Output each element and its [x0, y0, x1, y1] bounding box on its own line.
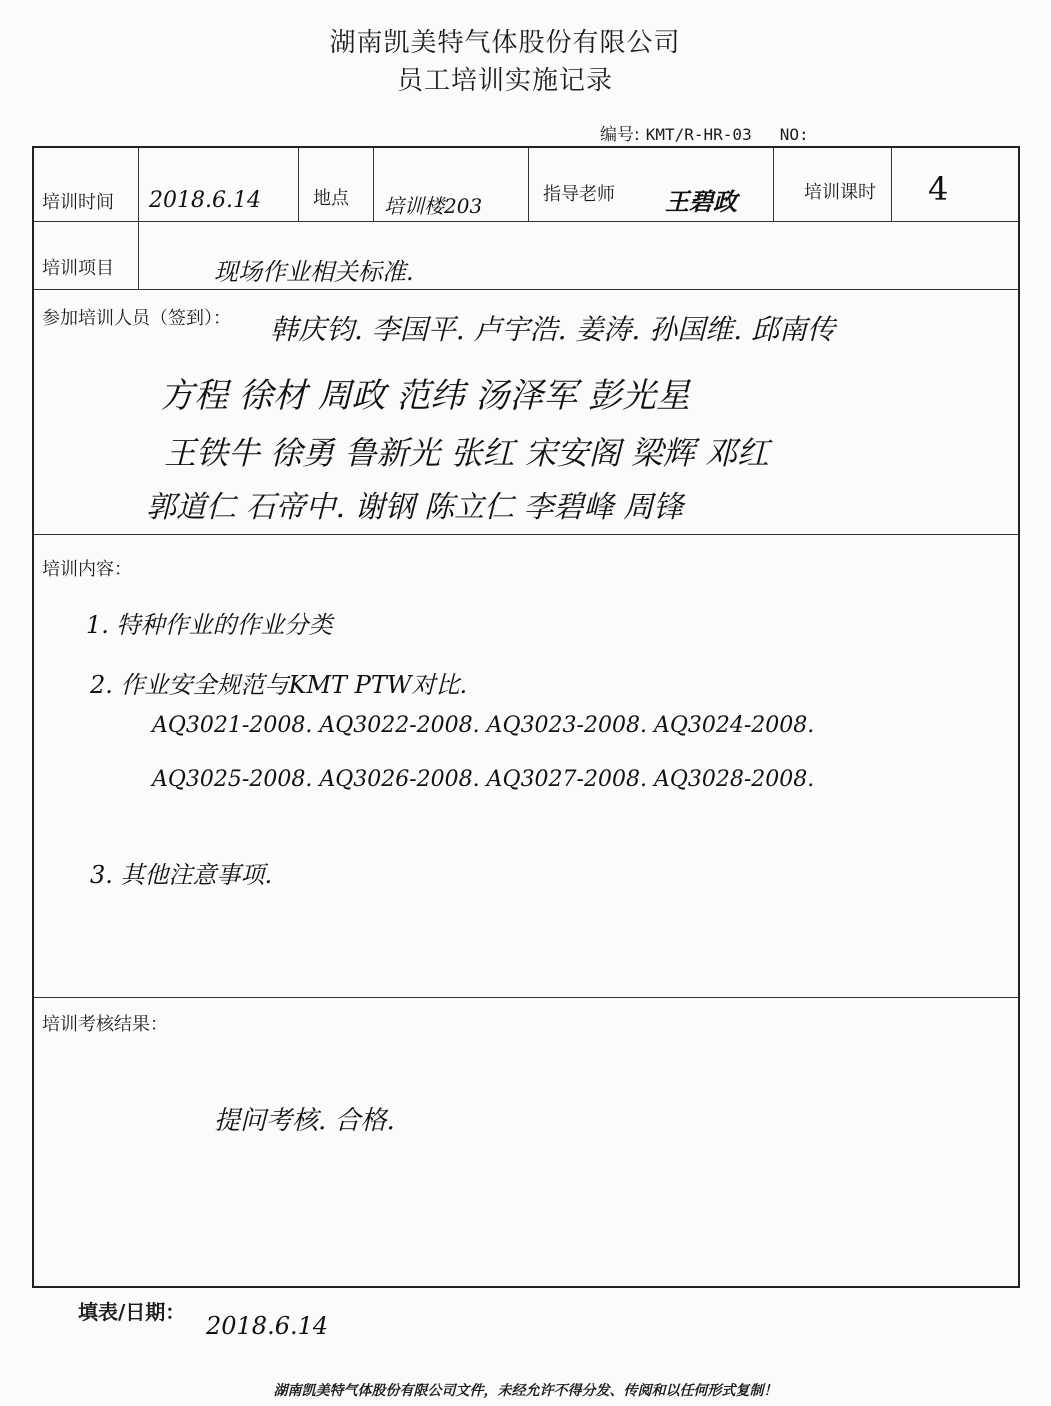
- hours-label-cell: [774, 148, 892, 221]
- info-row: [34, 148, 1018, 222]
- content-item: AQ3025-2008. AQ3026-2008. AQ3027-2008. AQ3028-2008.: [152, 767, 815, 792]
- place-label: 地点: [313, 188, 349, 209]
- time-label: 培训时间: [42, 192, 114, 213]
- content-row: [34, 535, 1018, 998]
- time-value: 2018.6.14: [149, 188, 261, 213]
- teacher-cell: [529, 148, 774, 221]
- project-value: 现场作业相关标准.: [214, 258, 414, 286]
- form-title: 员工培训实施记录: [396, 66, 613, 96]
- attendee-line: 方程 徐材 周政 范纬 汤泽军 彭光星: [160, 376, 691, 416]
- doc-number: [600, 120, 809, 145]
- fill-date-value: 2018.6.14: [206, 1312, 329, 1340]
- teacher-value: 王碧政: [665, 187, 737, 216]
- time-label-cell: [34, 148, 139, 221]
- hours-label: 培训课时: [804, 182, 876, 203]
- hours-value: 4: [928, 170, 949, 208]
- teacher-label: 指导老师: [543, 184, 615, 205]
- place-value: 培训楼203: [384, 194, 483, 218]
- place-value-cell: [374, 148, 529, 221]
- assessment-label: 培训考核结果：: [42, 1014, 168, 1035]
- project-label-cell: [34, 222, 139, 289]
- assessment-row: [34, 998, 1018, 1286]
- content-item: 3. 其他注意事项.: [90, 861, 273, 889]
- content-item: 2. 作业安全规范与KMT PTW对比.: [90, 671, 468, 699]
- hours-value-cell: [892, 148, 1018, 221]
- attendee-line: 王铁牛 徐勇 鲁新光 张红 宋安阁 梁辉 邓红: [164, 434, 770, 472]
- company-title: 湖南凯美特气体股份有限公司: [329, 28, 681, 58]
- project-row: [34, 222, 1018, 290]
- project-label: 培训项目: [42, 258, 114, 279]
- attendee-line: 郭道仁 石帝中. 谢钢 陈立仁 李碧峰 周锋: [146, 490, 684, 525]
- attendees-label: 参加培训人员（签到）：: [42, 308, 231, 329]
- serial-no-label: NO:: [779, 125, 809, 144]
- doc-no-value: KMT/R-HR-03: [645, 125, 752, 144]
- doc-no-label: 编号:: [600, 125, 640, 145]
- place-label-cell: [299, 148, 374, 221]
- content-label: 培训内容：: [42, 559, 132, 580]
- copyright-notice: 湖南凯美特气体股份有限公司文件，未经允许不得分发、传阅和以任何形式复制！: [273, 1383, 778, 1399]
- content-item: AQ3021-2008. AQ3022-2008. AQ3023-2008. AQ3024-2008.: [152, 713, 815, 738]
- training-record-table: [32, 146, 1020, 1288]
- fill-date-label: 填表/日期：: [78, 1300, 186, 1324]
- content-item: 1. 特种作业的作业分类: [86, 611, 333, 639]
- attendee-line: 韩庆钧. 李国平. 卢宇浩. 姜涛. 孙国维. 邱南传: [270, 313, 836, 346]
- assessment-value: 提问考核. 合格.: [214, 1106, 395, 1136]
- time-value-cell: [139, 148, 299, 221]
- attendees-row: [34, 290, 1018, 535]
